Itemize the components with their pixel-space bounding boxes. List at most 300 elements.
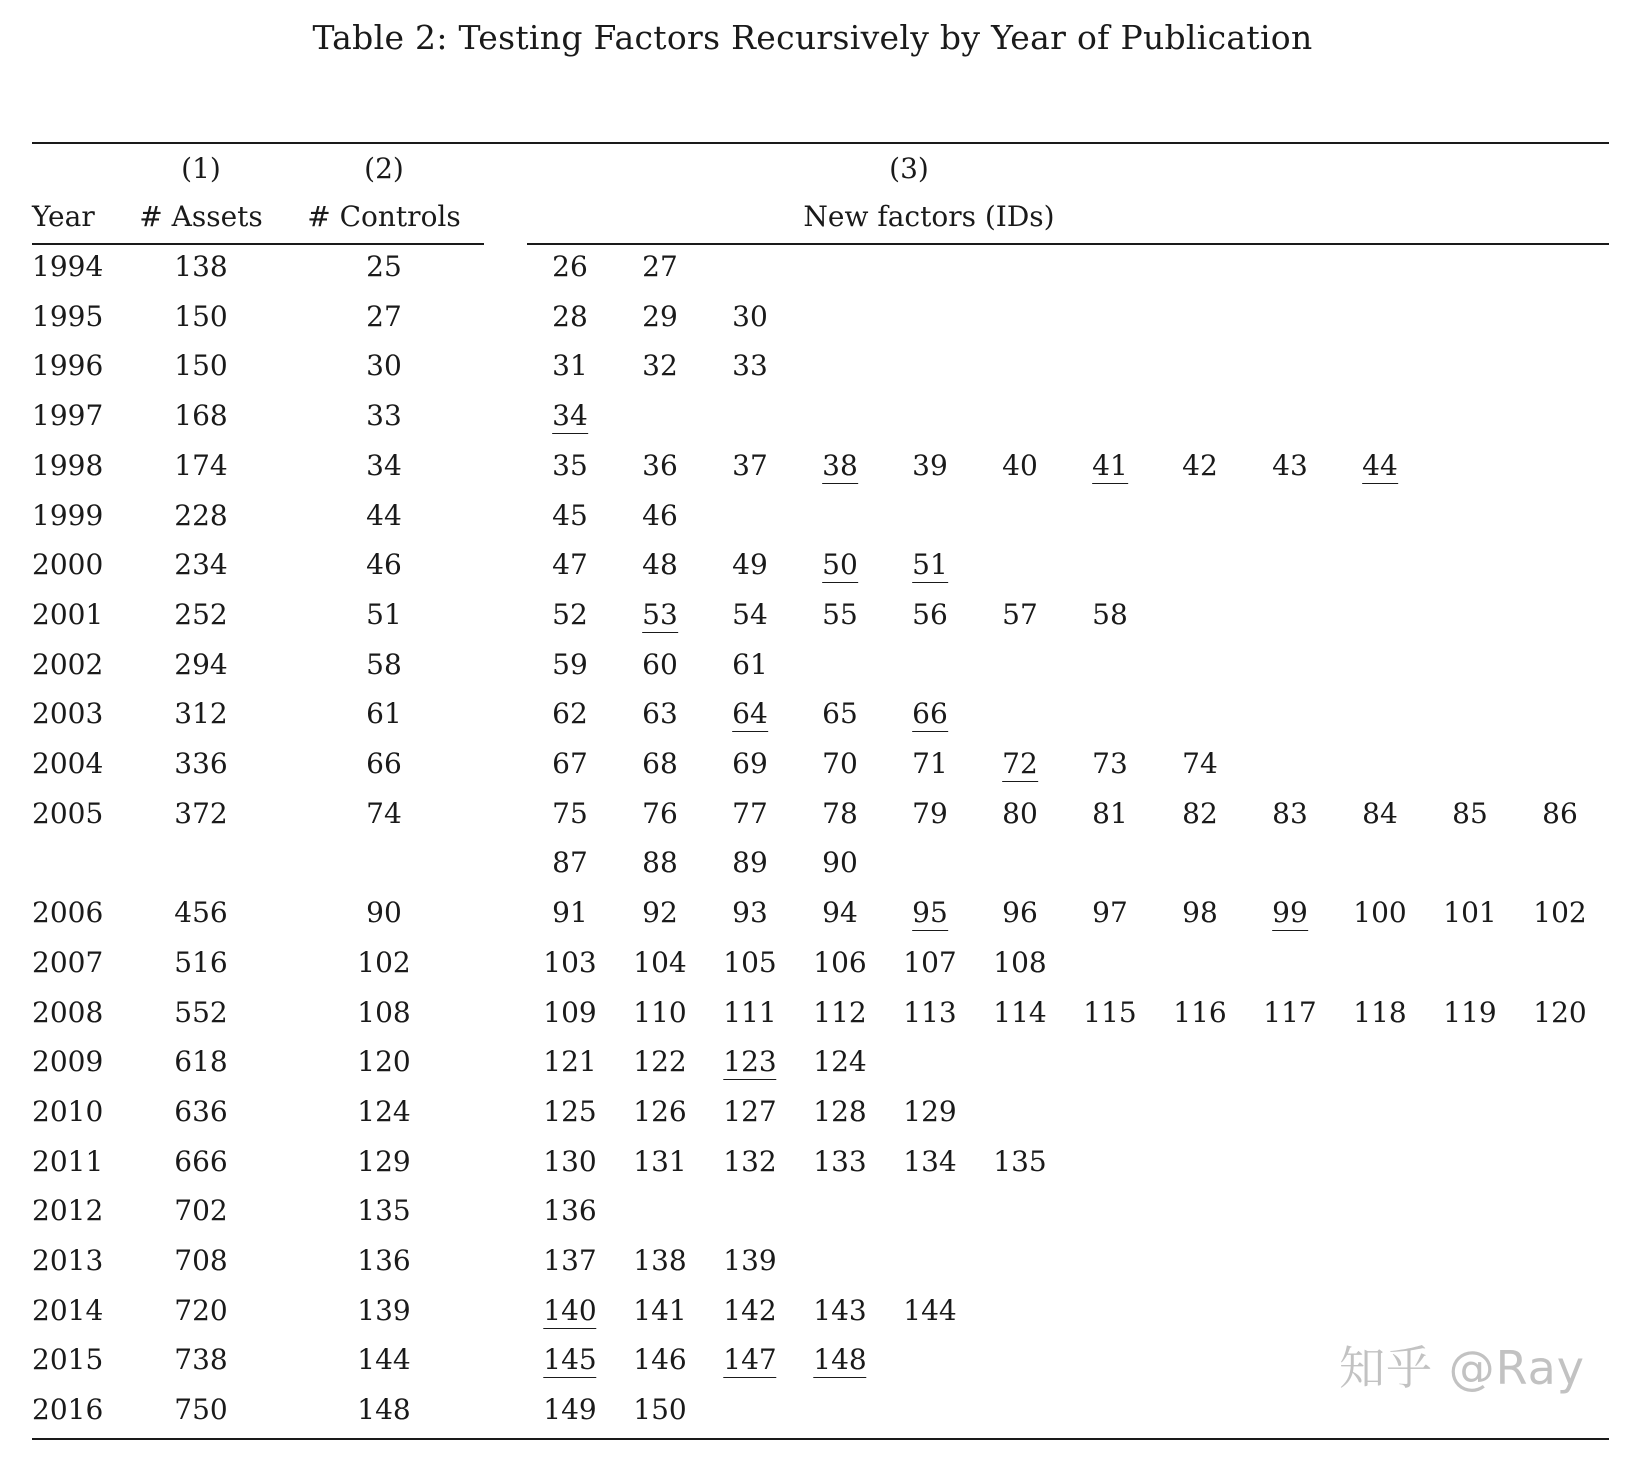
factor-id-text: 105 — [723, 946, 777, 979]
factor-id — [732, 896, 768, 930]
factor-id-text: 113 — [903, 996, 957, 1029]
factor-id-text: 99 — [1272, 896, 1308, 929]
factor-id-text: 59 — [552, 648, 588, 681]
year-cell: 1994 — [32, 250, 104, 283]
factor-id-text: 49 — [732, 548, 768, 581]
factor-id-text: 129 — [903, 1095, 957, 1128]
factor-id-text: 70 — [822, 747, 858, 780]
factor-id — [723, 1294, 776, 1328]
controls-cell: 108 — [357, 996, 411, 1029]
factor-id — [822, 747, 858, 781]
factor-id-text: 137 — [543, 1244, 597, 1277]
factor-id — [723, 1343, 776, 1377]
assets-cell: 738 — [174, 1343, 228, 1376]
factor-id — [732, 449, 768, 483]
factor-id — [552, 449, 588, 483]
factor-id — [1272, 797, 1308, 831]
assets-cell: 618 — [174, 1045, 228, 1078]
factor-id — [732, 598, 768, 632]
factor-id — [732, 548, 768, 582]
factor-id-text: 62 — [552, 697, 588, 730]
factor-id — [1182, 896, 1218, 930]
factor-id-text: 150 — [633, 1393, 687, 1426]
factor-id-text: 147 — [723, 1343, 777, 1376]
factor-id-text: 73 — [1092, 747, 1128, 780]
factor-id-text: 83 — [1272, 797, 1308, 830]
factor-id — [1092, 747, 1128, 781]
factor-id-text: 60 — [642, 648, 678, 681]
factor-id-text: 84 — [1362, 797, 1398, 830]
assets-cell: 372 — [174, 797, 228, 830]
factor-id-text: 123 — [723, 1045, 777, 1078]
controls-cell: 148 — [357, 1393, 411, 1426]
controls-cell: 44 — [366, 499, 402, 532]
factor-id — [723, 1244, 776, 1278]
factor-id — [543, 1343, 596, 1377]
assets-header: # Assets — [139, 200, 263, 233]
factor-id — [543, 1045, 596, 1079]
controls-cell: 51 — [366, 598, 402, 631]
assets-cell: 150 — [174, 300, 228, 333]
factor-id — [1002, 797, 1038, 831]
factor-id-text: 148 — [813, 1343, 867, 1376]
factor-id — [1002, 449, 1038, 483]
factor-id — [642, 499, 678, 533]
factor-id-text: 97 — [1092, 896, 1128, 929]
table-caption: Table 2: Testing Factors Recursively by Year of Publication — [312, 18, 1313, 57]
factor-id — [1443, 996, 1496, 1030]
year-cell: 2004 — [32, 747, 104, 780]
factor-id — [543, 1095, 596, 1129]
year-cell: 2001 — [32, 598, 104, 631]
factor-id-text: 80 — [1002, 797, 1038, 830]
factor-id-text: 48 — [642, 548, 678, 581]
factor-id — [633, 1095, 686, 1129]
factor-id-text: 91 — [552, 896, 588, 929]
controls-cell: 34 — [366, 449, 402, 482]
assets-cell: 720 — [174, 1294, 228, 1327]
factor-id-text: 71 — [912, 747, 948, 780]
year-cell: 2011 — [32, 1145, 104, 1178]
controls-cell: 120 — [357, 1045, 411, 1078]
factor-id-text: 102 — [1533, 896, 1587, 929]
factor-id-text: 43 — [1272, 449, 1308, 482]
controls-header: # Controls — [307, 200, 461, 233]
assets-cell: 336 — [174, 747, 228, 780]
factor-id-text: 114 — [993, 996, 1047, 1029]
factor-id — [543, 996, 596, 1030]
year-cell: 2003 — [32, 697, 104, 730]
assets-cell: 666 — [174, 1145, 228, 1178]
factor-id — [1353, 896, 1406, 930]
factor-id-text: 57 — [1002, 598, 1038, 631]
year-cell: 2012 — [32, 1194, 104, 1227]
controls-cell: 139 — [357, 1294, 411, 1327]
controls-cell: 129 — [357, 1145, 411, 1178]
factor-id — [1002, 896, 1038, 930]
controls-cell: 90 — [366, 896, 402, 929]
factor-id — [1362, 449, 1398, 483]
factor-id-text: 144 — [903, 1294, 957, 1327]
factor-id-text: 106 — [813, 946, 867, 979]
year-cell: 2008 — [32, 996, 104, 1029]
assets-cell: 456 — [174, 896, 228, 929]
factor-id — [993, 946, 1046, 980]
factor-id-text: 146 — [633, 1343, 687, 1376]
factor-id-text: 124 — [813, 1045, 867, 1078]
factor-id — [543, 1393, 596, 1427]
factor-id — [732, 697, 768, 731]
factor-id-text: 121 — [543, 1045, 597, 1078]
factor-id-text: 79 — [912, 797, 948, 830]
factor-id-text: 132 — [723, 1145, 777, 1178]
factor-id — [1452, 797, 1488, 831]
factors-header: New factors (IDs) — [803, 200, 1055, 233]
factor-id — [993, 996, 1046, 1030]
assets-cell: 234 — [174, 548, 228, 581]
factor-id-text: 141 — [633, 1294, 687, 1327]
assets-cell: 150 — [174, 349, 228, 382]
factor-id — [642, 747, 678, 781]
factor-id — [552, 896, 588, 930]
assets-cell: 702 — [174, 1194, 228, 1227]
factor-id — [903, 1145, 956, 1179]
factor-id — [732, 349, 768, 383]
controls-cell: 136 — [357, 1244, 411, 1277]
controls-cell: 58 — [366, 648, 402, 681]
year-cell: 1997 — [32, 399, 104, 432]
factor-id — [642, 598, 678, 632]
factor-id-text: 119 — [1443, 996, 1497, 1029]
factor-id-text: 52 — [552, 598, 588, 631]
factor-id-text: 87 — [552, 846, 588, 879]
assets-cell: 174 — [174, 449, 228, 482]
factor-id — [552, 797, 588, 831]
factor-id — [552, 648, 588, 682]
factor-id — [732, 846, 768, 880]
factor-id-text: 72 — [1002, 747, 1038, 780]
controls-cell: 33 — [366, 399, 402, 432]
factor-id-text: 44 — [1362, 449, 1398, 482]
factor-id — [822, 548, 858, 582]
assets-cell: 138 — [174, 250, 228, 283]
factor-id-text: 36 — [642, 449, 678, 482]
year-cell: 2009 — [32, 1045, 104, 1078]
factor-id-text: 41 — [1092, 449, 1128, 482]
factor-id-text: 51 — [912, 548, 948, 581]
factor-id — [552, 846, 588, 880]
factor-id — [552, 300, 588, 334]
year-header: Year — [32, 200, 95, 233]
assets-cell: 750 — [174, 1393, 228, 1426]
factor-id — [1092, 449, 1128, 483]
factor-id — [1542, 797, 1578, 831]
factor-id-text: 67 — [552, 747, 588, 780]
factor-id-text: 139 — [723, 1244, 777, 1277]
factor-id-text: 131 — [633, 1145, 687, 1178]
factor-id — [552, 250, 588, 284]
factor-id-text: 134 — [903, 1145, 957, 1178]
factor-id-text: 92 — [642, 896, 678, 929]
factor-id — [912, 449, 948, 483]
factor-id-text: 45 — [552, 499, 588, 532]
factor-id — [1182, 449, 1218, 483]
factor-id — [903, 1294, 956, 1328]
factor-id — [552, 349, 588, 383]
assets-cell: 168 — [174, 399, 228, 432]
factor-id — [723, 1095, 776, 1129]
factor-id — [903, 946, 956, 980]
factor-id-text: 128 — [813, 1095, 867, 1128]
factor-id-text: 56 — [912, 598, 948, 631]
factor-id — [822, 896, 858, 930]
factor-id — [642, 548, 678, 582]
factor-id-text: 69 — [732, 747, 768, 780]
factor-id-text: 112 — [813, 996, 867, 1029]
assets-cell: 312 — [174, 697, 228, 730]
factor-id-text: 46 — [642, 499, 678, 532]
year-cell: 2014 — [32, 1294, 104, 1327]
factor-id-text: 61 — [732, 648, 768, 681]
factor-id — [642, 896, 678, 930]
factor-id — [642, 300, 678, 334]
factor-id-text: 96 — [1002, 896, 1038, 929]
factor-id — [633, 996, 686, 1030]
factor-id — [642, 250, 678, 284]
factor-id-text: 82 — [1182, 797, 1218, 830]
factor-id — [642, 349, 678, 383]
factor-id-text: 35 — [552, 449, 588, 482]
assets-cell: 516 — [174, 946, 228, 979]
factor-id-text: 117 — [1263, 996, 1317, 1029]
factor-id-text: 37 — [732, 449, 768, 482]
factor-id — [723, 1145, 776, 1179]
assets-cell: 708 — [174, 1244, 228, 1277]
factor-id — [552, 548, 588, 582]
factor-id — [1083, 996, 1136, 1030]
factor-id — [1353, 996, 1406, 1030]
year-cell: 1996 — [32, 349, 104, 382]
factor-id — [552, 499, 588, 533]
factor-id-text: 118 — [1353, 996, 1407, 1029]
factor-id-text: 135 — [993, 1145, 1047, 1178]
factor-id — [1182, 797, 1218, 831]
factor-id-text: 126 — [633, 1095, 687, 1128]
factor-id — [912, 896, 948, 930]
factor-id — [813, 1095, 866, 1129]
factor-id — [552, 697, 588, 731]
factor-id — [1272, 449, 1308, 483]
year-cell: 2015 — [32, 1343, 104, 1376]
factor-id-text: 138 — [633, 1244, 687, 1277]
factor-id — [1533, 896, 1586, 930]
assets-cell: 636 — [174, 1095, 228, 1128]
factor-id-text: 65 — [822, 697, 858, 730]
factor-id-text: 38 — [822, 449, 858, 482]
factor-id-text: 86 — [1542, 797, 1578, 830]
header-rule-right — [527, 243, 1609, 245]
factor-id — [732, 747, 768, 781]
factor-id-text: 58 — [1092, 598, 1128, 631]
controls-cell: 27 — [366, 300, 402, 333]
factor-id — [732, 648, 768, 682]
factor-id — [723, 996, 776, 1030]
factor-id-text: 95 — [912, 896, 948, 929]
factor-id-text: 42 — [1182, 449, 1218, 482]
factor-id-text: 75 — [552, 797, 588, 830]
assets-cell: 294 — [174, 648, 228, 681]
factor-id-text: 76 — [642, 797, 678, 830]
factor-id-text: 122 — [633, 1045, 687, 1078]
factor-id-text: 54 — [732, 598, 768, 631]
controls-cell: 102 — [357, 946, 411, 979]
factor-id — [732, 797, 768, 831]
year-cell: 2002 — [32, 648, 104, 681]
factor-id — [543, 1244, 596, 1278]
factor-id — [633, 1393, 686, 1427]
factor-id-text: 101 — [1443, 896, 1497, 929]
factor-id-text: 85 — [1452, 797, 1488, 830]
factor-id-text: 100 — [1353, 896, 1407, 929]
factor-id — [552, 399, 588, 433]
factor-id — [1533, 996, 1586, 1030]
controls-cell: 124 — [357, 1095, 411, 1128]
factor-id-text: 74 — [1182, 747, 1218, 780]
top-rule — [32, 142, 1609, 144]
factor-id-text: 120 — [1533, 996, 1587, 1029]
factor-id — [633, 1244, 686, 1278]
factor-id — [1002, 598, 1038, 632]
factor-id-text: 50 — [822, 548, 858, 581]
factor-id-text: 77 — [732, 797, 768, 830]
factor-id — [543, 1194, 596, 1228]
col1-number: (1) — [181, 152, 221, 185]
factor-id — [543, 946, 596, 980]
assets-cell: 552 — [174, 996, 228, 1029]
factor-id — [1092, 797, 1128, 831]
controls-cell: 30 — [366, 349, 402, 382]
factor-id-text: 115 — [1083, 996, 1137, 1029]
year-cell: 2010 — [32, 1095, 104, 1128]
factor-id — [732, 300, 768, 334]
factor-id — [822, 598, 858, 632]
factor-id — [1443, 896, 1496, 930]
factor-id — [552, 747, 588, 781]
header-rule-left — [32, 243, 484, 245]
factor-id-text: 94 — [822, 896, 858, 929]
year-cell: 1999 — [32, 499, 104, 532]
year-cell: 2007 — [32, 946, 104, 979]
factor-id-text: 28 — [552, 300, 588, 333]
factor-id — [813, 946, 866, 980]
factor-id-text: 32 — [642, 349, 678, 382]
factor-id-text: 39 — [912, 449, 948, 482]
controls-cell: 61 — [366, 697, 402, 730]
factor-id-text: 64 — [732, 697, 768, 730]
factor-id — [993, 1145, 1046, 1179]
factor-id — [642, 449, 678, 483]
controls-cell: 46 — [366, 548, 402, 581]
factor-id-text: 90 — [822, 846, 858, 879]
factor-id-text: 104 — [633, 946, 687, 979]
year-cell: 2005 — [32, 797, 104, 830]
factor-id-text: 88 — [642, 846, 678, 879]
controls-cell: 25 — [366, 250, 402, 283]
factor-id — [1263, 996, 1316, 1030]
year-cell: 2006 — [32, 896, 104, 929]
factor-id — [912, 598, 948, 632]
bottom-rule — [32, 1438, 1609, 1440]
factor-id-text: 109 — [543, 996, 597, 1029]
factor-id — [813, 1343, 866, 1377]
factor-id — [813, 1045, 866, 1079]
factor-id — [1182, 747, 1218, 781]
year-cell: 1995 — [32, 300, 104, 333]
year-cell: 2013 — [32, 1244, 104, 1277]
factor-id-text: 116 — [1173, 996, 1227, 1029]
factor-id-text: 26 — [552, 250, 588, 283]
factor-id-text: 63 — [642, 697, 678, 730]
factor-id — [543, 1294, 596, 1328]
factor-id — [552, 598, 588, 632]
factor-id-text: 30 — [732, 300, 768, 333]
factor-id — [813, 1294, 866, 1328]
factor-id — [723, 946, 776, 980]
factor-id — [912, 697, 948, 731]
factor-id-text: 78 — [822, 797, 858, 830]
factor-id-text: 93 — [732, 896, 768, 929]
factor-id — [1362, 797, 1398, 831]
year-cell: 2000 — [32, 548, 104, 581]
factor-id — [813, 996, 866, 1030]
controls-cell: 66 — [366, 747, 402, 780]
factor-id-text: 142 — [723, 1294, 777, 1327]
controls-cell: 135 — [357, 1194, 411, 1227]
factor-id — [822, 449, 858, 483]
factor-id-text: 33 — [732, 349, 768, 382]
factor-id — [642, 846, 678, 880]
col2-number: (2) — [364, 152, 404, 185]
factor-id — [912, 747, 948, 781]
factor-id-text: 29 — [642, 300, 678, 333]
controls-cell: 74 — [366, 797, 402, 830]
factor-id-text: 140 — [543, 1294, 597, 1327]
factor-id-text: 136 — [543, 1194, 597, 1227]
assets-cell: 252 — [174, 598, 228, 631]
factor-id — [633, 1343, 686, 1377]
factor-id-text: 145 — [543, 1343, 597, 1376]
watermark: 知乎 @Ray — [1339, 1341, 1585, 1395]
factor-id-text: 127 — [723, 1095, 777, 1128]
factor-id-text: 31 — [552, 349, 588, 382]
factor-id — [633, 1145, 686, 1179]
factor-id — [633, 1045, 686, 1079]
factor-id — [903, 996, 956, 1030]
factor-id — [1173, 996, 1226, 1030]
factor-id-text: 66 — [912, 697, 948, 730]
factor-id-text: 110 — [633, 996, 687, 1029]
factor-id — [822, 797, 858, 831]
factor-id — [633, 1294, 686, 1328]
factor-id-text: 98 — [1182, 896, 1218, 929]
factor-id-text: 40 — [1002, 449, 1038, 482]
factor-id-text: 133 — [813, 1145, 867, 1178]
factor-id-text: 55 — [822, 598, 858, 631]
factor-id — [912, 548, 948, 582]
factor-id-text: 107 — [903, 946, 957, 979]
factor-id-text: 149 — [543, 1393, 597, 1426]
factor-id-text: 143 — [813, 1294, 867, 1327]
